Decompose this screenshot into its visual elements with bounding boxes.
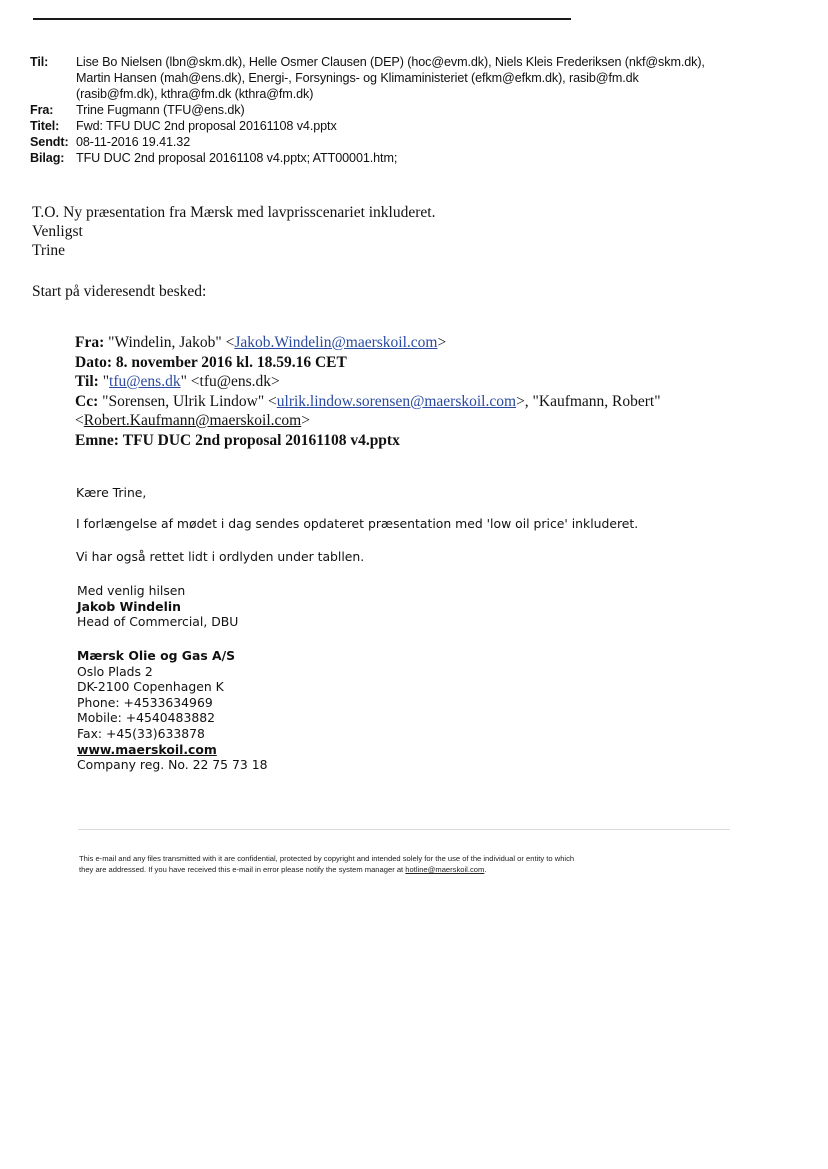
fwd-dato-label: Dato:	[75, 353, 113, 371]
fwd-emne-row	[75, 431, 715, 451]
header-sendt-row	[30, 134, 790, 150]
company-city: DK-2100 Copenhagen K	[77, 679, 224, 695]
fwd-cc-email-2-open: <	[75, 412, 84, 429]
fwd-cc-email-link-1[interactable]: ulrik.lindow.sorensen@maerskoil.com	[276, 392, 517, 410]
fwd-cc-email-2-close: >	[301, 412, 310, 429]
company-name: Mærsk Olie og Gas A/S	[77, 648, 236, 663]
fwd-cc-mid: >, "Kaufmann, Robert"	[516, 392, 661, 410]
note-block	[32, 203, 532, 260]
company-website-link[interactable]: www.maerskoil.com	[77, 741, 217, 757]
disclaimer-line-1: This e-mail and any files transmitted with it are confidential, protected by copyright and intended solely for the use of the individual or entity to which	[79, 854, 575, 863]
top-rule	[33, 18, 571, 20]
til-line-1: Lise Bo Nielsen (lbn@skm.dk), Helle Osmer Clausen (DEP) (hoc@evm.dk), Niels Kleis Frederiksen (nkf@skm.dk),	[76, 55, 705, 69]
header-bilag-row	[30, 150, 790, 166]
fwd-fra-email-link[interactable]: Jakob.Windelin@maerskoil.com	[234, 334, 438, 351]
company-reg: Company reg. No. 22 75 73 18	[77, 757, 268, 773]
header-titel-row	[30, 118, 790, 134]
til-label: Til:	[30, 55, 49, 69]
company-phone: Phone: +4533634969	[77, 694, 213, 710]
fwd-cc-row-2	[75, 411, 715, 431]
disclaimer-divider	[78, 829, 730, 830]
bilag-value[interactable]: TFU DUC 2nd proposal 20161108 v4.pptx; ATT00001.htm;	[76, 151, 398, 165]
fwd-til-email-link[interactable]: tfu@ens.dk	[109, 373, 181, 390]
note-line-1: T.O. Ny præsentation fra Mærsk med lavprisscenariet inkluderet.	[32, 204, 436, 221]
note-line-3: Trine	[32, 242, 66, 259]
company-mobile: Mobile: +4540483882	[77, 710, 215, 726]
note-line-2: Venligst	[32, 223, 83, 240]
message-paragraph-2: Vi har også rettet lidt i ordlyden under tabllen.	[76, 549, 365, 564]
header-til-row	[30, 54, 790, 102]
company-fax: Fax: +45(33)633878	[77, 725, 205, 741]
fra-value: Trine Fugmann (TFU@ens.dk)	[76, 103, 245, 117]
fwd-til-row	[75, 372, 715, 392]
disclaimer-line-2	[79, 864, 729, 875]
signature-name: Jakob Windelin	[77, 598, 181, 614]
sendt-value: 08-11-2016 19.41.32	[76, 135, 191, 149]
titel-label: Titel:	[30, 119, 60, 133]
disclaimer-line-2-text: they are addressed. If you have received this e-mail in error please notify the system manager at	[79, 865, 406, 874]
titel-value: Fwd: TFU DUC 2nd proposal 20161108 v4.pptx	[76, 119, 337, 133]
fwd-til-label: Til:	[75, 373, 99, 390]
fwd-fra-row	[75, 333, 715, 353]
sendt-label: Sendt:	[30, 135, 69, 149]
company-street: Oslo Plads 2	[77, 663, 153, 679]
til-line-3: (rasib@fm.dk), kthra@fm.dk (kthra@fm.dk)	[76, 87, 314, 101]
fwd-cc-email-link-2[interactable]: Robert.Kaufmann@maerskoil.com	[83, 412, 302, 429]
email-header	[30, 52, 790, 166]
signature-closing: Med venlig hilsen	[77, 583, 186, 598]
fra-label: Fra:	[30, 103, 54, 117]
disclaimer	[79, 853, 729, 875]
fwd-fra-label: Fra:	[75, 334, 105, 351]
company-block	[77, 648, 267, 773]
fwd-til-quote: "	[102, 373, 110, 390]
forwarded-header	[75, 333, 715, 450]
disclaimer-line-2-end: .	[484, 865, 487, 874]
signature-block	[77, 583, 238, 630]
header-fra-row	[30, 102, 790, 118]
message-greeting: Kære Trine,	[76, 485, 147, 500]
fwd-emne-label: Emne:	[75, 431, 119, 449]
fwd-cc-label: Cc:	[75, 392, 99, 410]
fwd-emne-value: TFU DUC 2nd proposal 20161108 v4.pptx	[122, 431, 400, 449]
fwd-til-rest: " <tfu@ens.dk>	[180, 373, 280, 390]
fwd-cc-name-1: "Sorensen, Ulrik Lindow" <	[102, 392, 277, 410]
fwd-fra-name: "Windelin, Jakob" <	[108, 334, 235, 351]
til-line-2: Martin Hansen (mah@ens.dk), Energi-, Forsynings- og Klimaministeriet (efkm@efkm.dk), rasib@fm.dk	[76, 71, 639, 85]
message-paragraph-1: I forlængelse af mødet i dag sendes opdateret præsentation med 'low oil price' inkluderet.	[76, 516, 639, 531]
fwd-dato-row	[75, 353, 715, 373]
fwd-fra-close: >	[437, 334, 447, 351]
signature-title: Head of Commercial, DBU	[77, 614, 239, 630]
forward-intro: Start på videresendt besked:	[32, 283, 207, 300]
disclaimer-email-link[interactable]: hotline@maerskoil.com	[405, 865, 485, 874]
fwd-dato-value: 8. november 2016 kl. 18.59.16 CET	[115, 353, 347, 371]
bilag-label: Bilag:	[30, 151, 65, 165]
fwd-cc-row	[75, 392, 715, 412]
